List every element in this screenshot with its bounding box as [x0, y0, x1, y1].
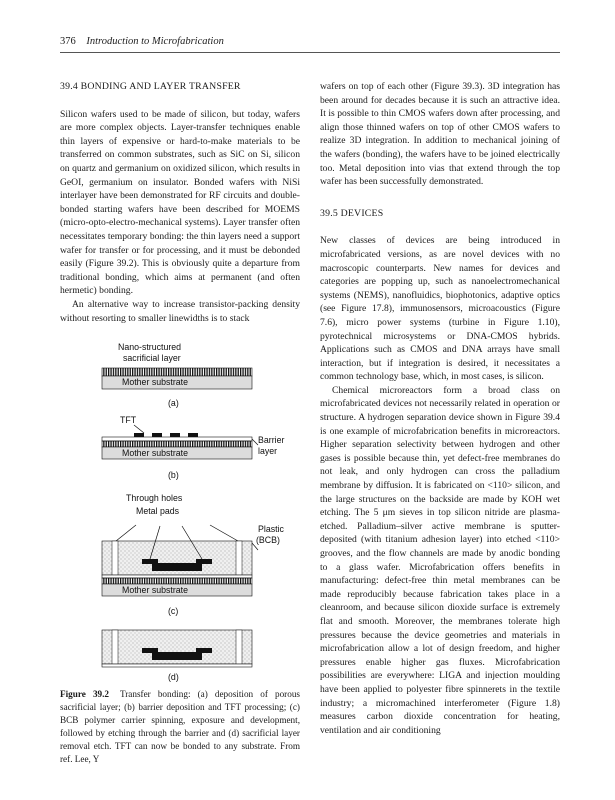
- through-hole-pointer-1: [116, 525, 136, 541]
- left-column: [60, 80, 300, 325]
- section-heading-bonding: 39.4 BONDING AND LAYER TRANSFER: [60, 81, 241, 92]
- through-hole-1: [112, 541, 118, 575]
- through-hole-pointer-2: [210, 525, 238, 541]
- barrier-layer-c: [102, 575, 252, 578]
- label-panel-a: (a): [168, 398, 179, 408]
- label-panel-b: (b): [168, 470, 179, 480]
- barrier-layer-b: [102, 437, 252, 441]
- paragraph-bonding-2: An alternative way to increase transistor-packing density without resorting to smaller linewidths is to stack: [60, 298, 300, 324]
- paragraph-bonding-1: Silicon wafers used to be made of silicon, but today, wafers are more complex objects. Layer-transfer techniques enable thin layers of expensive or hard-to-make materials to be transferred on common substrates, such as SiC on Si, silicon on quartz and germanium on oxidized silicon, which results in GeOI, germanium on insulator. Bonded wafers with NiSi interlayer have been demonstrated for RF circuits and double-bonded starting wafers have been described for MOEMS (micro-opto-electro-mechanical systems). Layer transfer often necessitates temporary bonding: the thin layers need a support wafer for transfer or for processing, and it must be debonded easily (Figure 39.2). This is obviously quite a departure from traditional bonding, which aims at permanent (and often hermetic) bonding.: [60, 108, 300, 297]
- sacrificial-layer-c: [102, 578, 252, 584]
- right-column: [320, 80, 560, 737]
- label-panel-d: (d): [168, 672, 179, 682]
- panel-d: [102, 630, 252, 667]
- sacrificial-layer-b: [102, 441, 252, 447]
- label-sacrificial-layer: sacrificial layer: [123, 353, 181, 363]
- paragraph-devices-2: Chemical microreactors form a broad class on microfabricated devices not necessarily related in operation or structure. A hydrogen separation device shown in Figure 39.4 is one example of microfabrication benefits in microreactors. Higher separation selectivity between hydrogen and other gases is possible because thin, yet defect-free membranes do not leak, and only hydrogen can cross the palladium membrane by diffusion. It is fabricated on <110> silicon, and the large structures on the backside are made by KOH wet etching. The 5 μm sieves in top silicon nitride are plasma-etched. Palladium–silver active membrane is sputter-deposited (with titanium adhesion layer) into etched <110> grooves, and the flow channels are made by anodic bonding to a glass wafer. Microfabrication offers benefits in manufacturing: defect-free thin metal membranes can be made reproducibly because fabrication takes place in a cleanroom, and because silicon dioxide surface is extremely flat and smooth. Moreover, the membranes tolerate high pressures because the device geometries and materials in microfabrication allow a lot of design freedom, and higher pressures enable higher gas fluxes. Microfabrication possibilities are everywhere: LIGA and injection moulding have been applied to polyester fibre spinnerets in the textile industry; a micromachined interferometer (Figure 1.8) measures carbon dioxide concentration for heating, ventilation and air conditioning: [320, 384, 560, 736]
- running-header: [60, 36, 560, 53]
- paragraph-3d-integration: wafers on top of each other (Figure 39.3). 3D integration has been around for decades because it is such an attractive idea. It is possible to thin CMOS wafers down after processing, and align those thinned wafers on top of other CMOS wafers to realize 3D integration. In addition to mechanical joining of the wafers (bonding), the wafers have to be joined electrically too. Metal deposition into vias that extend through the top wafer has been successfully demonstrated.: [320, 81, 560, 188]
- running-title: Introduction to Microfabrication: [86, 36, 224, 47]
- tft-block-d: [152, 652, 202, 660]
- figure-39-2: [60, 338, 300, 686]
- label-metal-pads: Metal pads: [136, 506, 180, 516]
- caption-text: Transfer bonding: (a) deposition of porous sacrificial layer; (b) barrier deposition and TFT processing; (c) BCB polymer carrier spinning, exposure and development, followed by etching through the barrier and (d) sacrificial layer removal etch. TFT can now be bonded to any substrate. From ref. Lee, Y: [60, 689, 300, 764]
- label-mother-substrate-a: Mother substrate: [122, 377, 189, 387]
- through-hole-2: [236, 541, 242, 575]
- label-plastic: Plastic: [258, 524, 284, 534]
- caption-number: Figure 39.2: [60, 689, 110, 699]
- tft-block-4: [188, 433, 198, 437]
- label-mother-substrate-c: Mother substrate: [122, 585, 189, 595]
- label-barrier-layer: layer: [258, 446, 278, 456]
- label-nano-structured: Nano-structured: [118, 342, 182, 352]
- tft-block-1: [134, 433, 144, 437]
- label-through-holes: Through holes: [126, 493, 183, 503]
- label-tft: TFT: [120, 415, 137, 425]
- page-number: 376: [60, 36, 76, 47]
- transfer-bonding-diagram: [60, 338, 300, 686]
- tft-block-3: [170, 433, 180, 437]
- paragraph-devices-1: New classes of devices are being introduced in microfabricated versions, as are novel devices with no macroscopic counterparts. New names for devices and categories are popping up, such as nanoelectromechanical systems (NEMS), nanofluidics, biophotonics, adaptive optics (see Figure 17.8), immunosensors, microacoustics (Figure 7.6), micro power systems (turbine in Figure 1.10), pyrotechnical microsystems or DNA-CMOS hybrids. Applications such as CMOS and DNA arrays have small interaction, but if integration is desired, it necessitates a common technology base, which, in most cases, is silicon.: [320, 235, 560, 383]
- label-bcb: (BCB): [256, 535, 280, 545]
- through-hole-d2: [236, 630, 242, 664]
- through-hole-d1: [112, 630, 118, 664]
- label-panel-c: (c): [168, 606, 179, 616]
- barrier-layer-d: [102, 664, 252, 667]
- label-barrier: Barrier: [258, 435, 285, 445]
- tft-pointer: [134, 425, 144, 433]
- figure-caption: [60, 688, 300, 766]
- tft-block-2: [152, 433, 162, 437]
- sacrificial-layer-a: [102, 368, 252, 376]
- label-mother-substrate-b: Mother substrate: [122, 448, 189, 458]
- section-heading-devices: 39.5 DEVICES: [320, 207, 384, 219]
- tft-block-c: [152, 563, 202, 571]
